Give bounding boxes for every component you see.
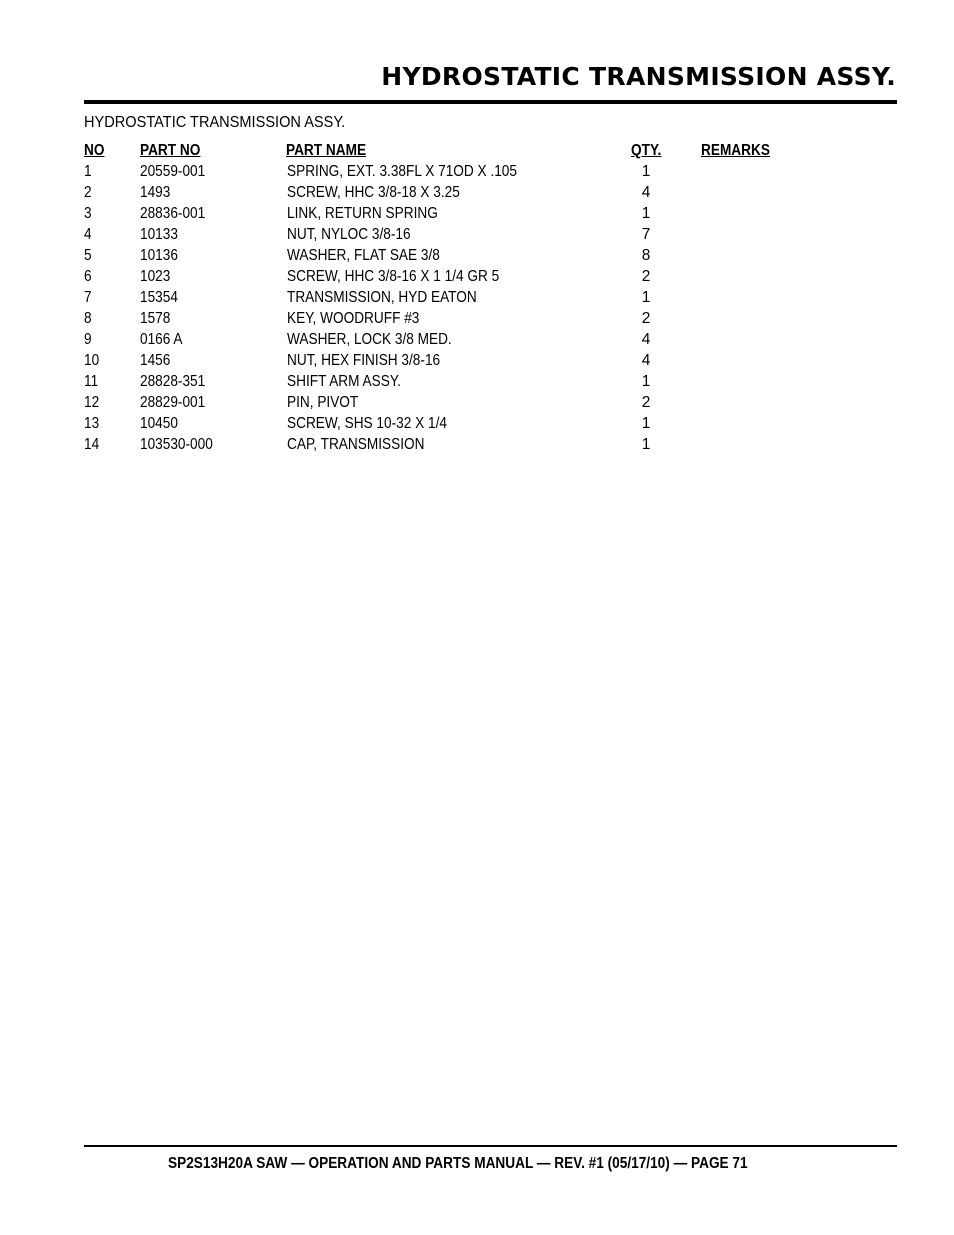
cell-no: 2 — [84, 184, 92, 201]
table-row — [84, 266, 897, 287]
cell-qty: 4 — [641, 184, 651, 201]
cell-part-name: SCREW, HHC 3/8-18 X 3.25 — [287, 184, 460, 201]
cell-part-name: LINK, RETURN SPRING — [287, 205, 438, 222]
cell-no: 13 — [84, 415, 100, 432]
cell-part-name: NUT, NYLOC 3/8-16 — [287, 226, 411, 243]
cell-part-no: 1023 — [140, 268, 171, 285]
cell-no: 11 — [84, 373, 99, 390]
cell-no: 12 — [84, 394, 100, 411]
cell-no: 6 — [84, 268, 92, 285]
cell-qty: 1 — [641, 415, 651, 432]
cell-part-name: NUT, HEX FINISH 3/8-16 — [287, 352, 441, 369]
cell-no: 5 — [84, 247, 92, 264]
cell-qty: 2 — [641, 268, 651, 285]
cell-no: 8 — [84, 310, 92, 327]
table-row — [84, 434, 897, 455]
footer-divider — [84, 1145, 897, 1147]
cell-qty: 1 — [641, 205, 651, 222]
table-body — [84, 161, 897, 455]
cell-part-name: SCREW, SHS 10-32 X 1/4 — [287, 415, 447, 432]
cell-part-name: TRANSMISSION, HYD EATON — [287, 289, 477, 306]
page-title: HYDROSTATIC TRANSMISSION ASSY. — [381, 62, 896, 91]
cell-qty: 1 — [641, 163, 651, 180]
header-qty: QTY. — [631, 142, 662, 159]
table-row — [84, 182, 897, 203]
cell-part-no: 28836-001 — [140, 205, 206, 222]
cell-part-name: CAP, TRANSMISSION — [287, 436, 425, 453]
table-row — [84, 371, 897, 392]
section-title: HYDROSTATIC TRANSMISSION ASSY. — [84, 114, 346, 131]
cell-part-no: 10450 — [140, 415, 178, 432]
table-row — [84, 350, 897, 371]
cell-part-name: SCREW, HHC 3/8-16 X 1 1/4 GR 5 — [287, 268, 500, 285]
header-part-no: PART NO — [140, 142, 201, 159]
cell-part-no: 10133 — [140, 226, 178, 243]
cell-qty: 7 — [641, 226, 651, 243]
cell-part-no: 20559-001 — [140, 163, 206, 180]
cell-part-name: SPRING, EXT. 3.38FL X 71OD X .105 — [287, 163, 517, 180]
table-row — [84, 329, 897, 350]
cell-part-name: SHIFT ARM ASSY. — [287, 373, 401, 390]
table-row — [84, 392, 897, 413]
cell-part-no: 1493 — [140, 184, 171, 201]
cell-no: 7 — [84, 289, 92, 306]
header-part-name: PART NAME — [286, 142, 367, 159]
cell-no: 3 — [84, 205, 92, 222]
cell-part-no: 28828-351 — [140, 373, 206, 390]
cell-qty: 2 — [641, 310, 651, 327]
cell-part-no: 10136 — [140, 247, 178, 264]
cell-no: 9 — [84, 331, 92, 348]
cell-part-no: 103530-000 — [140, 436, 213, 453]
cell-no: 4 — [84, 226, 92, 243]
cell-part-name: PIN, PIVOT — [287, 394, 359, 411]
cell-part-no: 28829-001 — [140, 394, 206, 411]
table-row — [84, 413, 897, 434]
cell-qty: 8 — [641, 247, 651, 264]
cell-part-name: WASHER, LOCK 3/8 MED. — [287, 331, 452, 348]
cell-qty: 1 — [641, 289, 651, 306]
cell-part-no: 1578 — [140, 310, 171, 327]
cell-no: 14 — [84, 436, 100, 453]
page-footer: SP2S13H20A SAW — OPERATION AND PARTS MANUAL — REV. #1 (05/17/10) — PAGE 71 — [168, 1155, 748, 1172]
header-no: NO — [84, 142, 105, 159]
title-divider — [84, 100, 897, 104]
cell-no: 1 — [84, 163, 92, 180]
cell-qty: 1 — [641, 373, 651, 390]
cell-part-no: 0166 A — [140, 331, 183, 348]
cell-no: 10 — [84, 352, 100, 369]
cell-qty: 2 — [641, 394, 651, 411]
table-row — [84, 203, 897, 224]
table-row — [84, 308, 897, 329]
table-row — [84, 224, 897, 245]
cell-qty: 4 — [641, 352, 651, 369]
cell-part-name: WASHER, FLAT SAE 3/8 — [287, 247, 440, 264]
cell-part-no: 15354 — [140, 289, 178, 306]
table-header — [84, 140, 897, 161]
parts-table — [84, 140, 897, 455]
table-row — [84, 287, 897, 308]
table-row — [84, 245, 897, 266]
header-remarks: REMARKS — [701, 142, 770, 159]
cell-part-name: KEY, WOODRUFF #3 — [287, 310, 420, 327]
cell-qty: 4 — [641, 331, 651, 348]
cell-part-no: 1456 — [140, 352, 171, 369]
cell-qty: 1 — [641, 436, 651, 453]
table-row — [84, 161, 897, 182]
